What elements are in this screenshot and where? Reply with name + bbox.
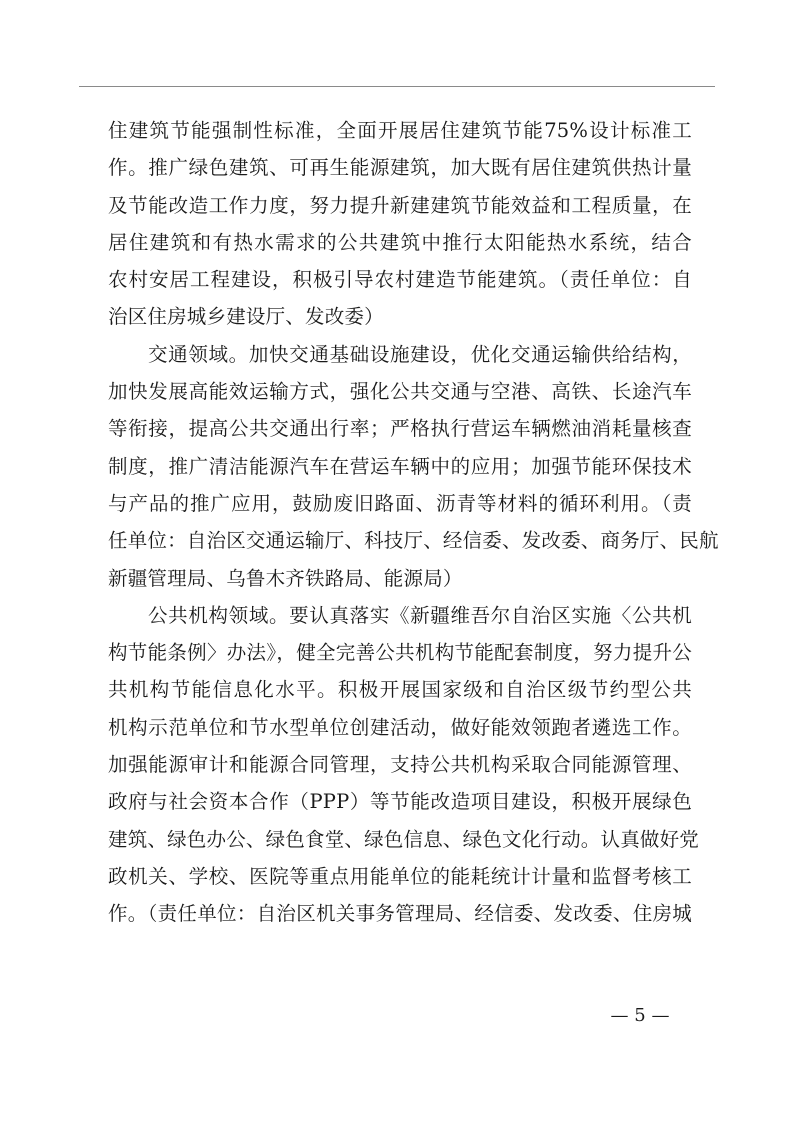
text-line: 新疆管理局、乌鲁木齐铁路局、能源局） xyxy=(108,566,463,590)
text-line: 制度，推广清洁能源汽车在营运车辆中的应用；加强节能环保技术 xyxy=(108,454,692,478)
text-line: 居住建筑和有热水需求的公共建筑中推行太阳能热水系统，结合 xyxy=(108,230,692,254)
text-line: 与产品的推广应用，鼓励废旧路面、沥青等材料的循环利用。（责 xyxy=(108,491,692,515)
paragraph-public-institutions xyxy=(108,597,700,933)
document-body xyxy=(108,112,719,933)
text-line: 公共机构领域。要认真落实《新疆维吾尔自治区实施〈公共机 xyxy=(148,603,692,627)
text-line: 机构示范单位和节水型单位创建活动，做好能效领跑者遴选工作。 xyxy=(108,715,692,739)
paragraph-residential-buildings xyxy=(108,112,692,336)
text-line: 加强能源审计和能源合同管理，支持公共机构采取合同能源管理、 xyxy=(108,753,692,777)
text-line: 构节能条例〉办法》，健全完善公共机构节能配套制度，努力提升公 xyxy=(108,641,692,665)
text-line: 等衔接，提高公共交通出行率；严格执行营运车辆燃油消耗量核查 xyxy=(108,417,692,441)
text-line: 政机关、学校、医院等重点用能单位的能耗统计计量和监督考核工 xyxy=(108,864,692,888)
text-line: 交通领域。加快交通基础设施建设，优化交通运输供给结构， xyxy=(148,342,692,366)
text-line: 建筑、绿色办公、绿色食堂、绿色信息、绿色文化行动。认真做好党 xyxy=(108,827,700,851)
text-line: 共机构节能信息化水平。积极开展国家级和自治区级节约型公共 xyxy=(108,678,692,702)
text-line: 政府与社会资本合作（PPP）等节能改造项目建设，积极开展绿色 xyxy=(108,790,692,814)
page-number: — 5 — xyxy=(610,1005,670,1026)
paragraph-transportation xyxy=(108,336,719,597)
text-line: 农村安居工程建设，积极引导农村建造节能建筑。（责任单位：自 xyxy=(108,268,692,292)
text-line: 任单位：自治区交通运输厅、科技厅、经信委、发改委、商务厅、民航 xyxy=(108,529,719,553)
text-line: 作。（责任单位：自治区机关事务管理局、经信委、发改委、住房城 xyxy=(108,902,692,926)
header-rule xyxy=(79,86,715,87)
text-line: 住建筑节能强制性标准，全面开展居住建筑节能75%设计标准工 xyxy=(108,119,692,142)
text-line: 加快发展高能效运输方式，强化公共交通与空港、高铁、长途汽车 xyxy=(108,380,692,404)
text-line: 作。推广绿色建筑、可再生能源建筑，加大既有居住建筑供热计量 xyxy=(108,156,692,180)
text-line: 治区住房城乡建设厅、发改委） xyxy=(108,305,384,329)
text-line: 及节能改造工作力度，努力提升新建建筑节能效益和工程质量，在 xyxy=(108,193,692,217)
